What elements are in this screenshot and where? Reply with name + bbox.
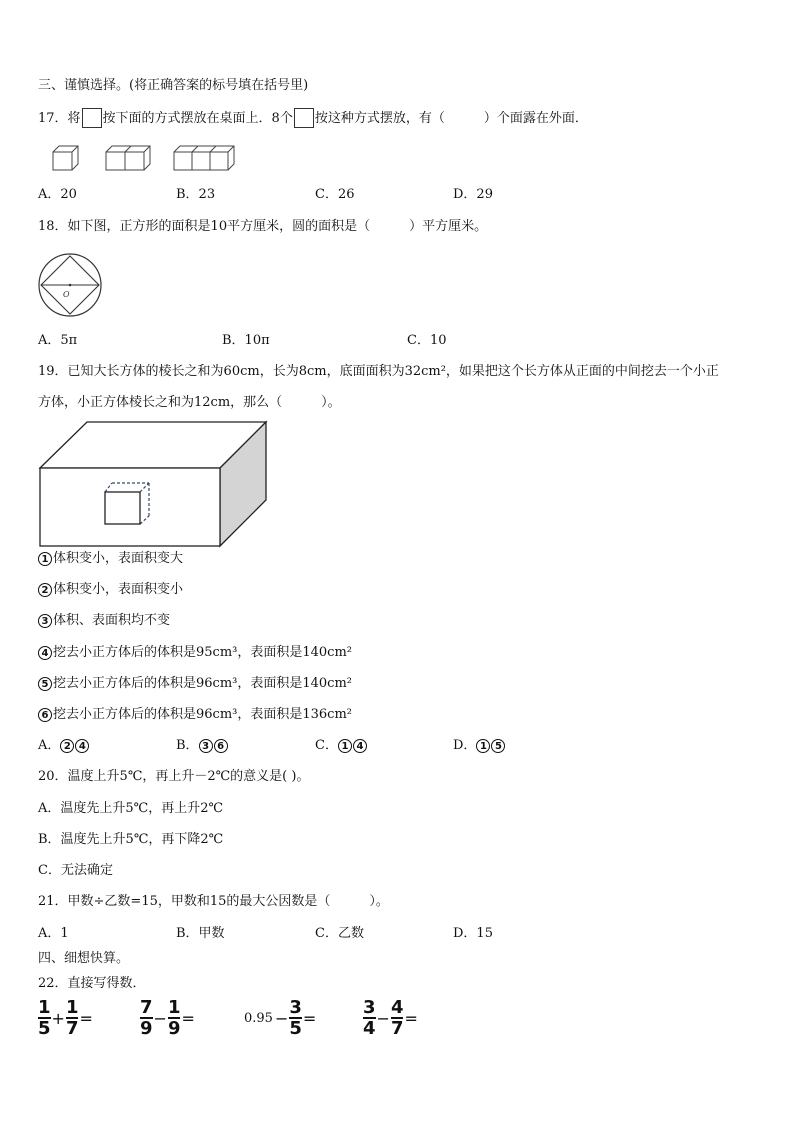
q21-option-b[interactable]: B．甲数 bbox=[176, 926, 225, 941]
q19-statement-6: 6 挖去小正方体后的体积是96cm³，表面积是136cm² bbox=[38, 706, 352, 724]
q19-option-d[interactable]: D． 1 5 bbox=[453, 737, 506, 755]
q19-statement-2: 2 体积变小，表面积变小 bbox=[38, 581, 183, 599]
fraction: $\frac{1}{7}$ bbox=[65, 997, 79, 1039]
fraction: $\frac{4}{7}$ bbox=[390, 997, 404, 1039]
center-label: O bbox=[63, 290, 70, 299]
two-cube-figure bbox=[106, 146, 150, 170]
fraction: $\frac{1}{5}$ bbox=[38, 997, 51, 1039]
question-22: 22．直接写得数． bbox=[38, 976, 146, 991]
fraction: $\frac{3}{4}$ bbox=[363, 997, 376, 1039]
q19-statement-1: 1 体积变小，表面积变大 bbox=[38, 550, 183, 568]
question-20: 20．温度上升5℃，再上升－2℃的意义是( )。 bbox=[38, 769, 310, 784]
q22-expression-2: $\frac{7}{9}$ − $\frac{1}{9}$ = bbox=[140, 997, 195, 1039]
q17-text-part3: 按这种方式摆放，有（ ）个面露在外面． bbox=[314, 111, 588, 126]
question-19-line1: 19．已知大长方体的棱长之和为60cm，长为8cm，底面面积为32cm²，如果把这个长方体从正面的中间挖去一个小正 bbox=[38, 364, 719, 379]
q20-option-c[interactable]: C．无法确定 bbox=[38, 863, 113, 878]
three-cube-figure bbox=[174, 146, 234, 170]
section-3-title: 三、谨慎选择。(将正确答案的标号填在括号里) bbox=[38, 78, 309, 93]
q21-option-c[interactable]: C．乙数 bbox=[315, 926, 364, 941]
q17-option-c[interactable]: C．26 bbox=[315, 187, 355, 202]
q17-option-b[interactable]: B．23 bbox=[176, 187, 216, 202]
q19-statement-4: 4 挖去小正方体后的体积是95cm³，表面积是140cm² bbox=[38, 644, 352, 662]
cube-icon bbox=[82, 108, 102, 128]
q17-text-part1: 17．将 bbox=[38, 111, 81, 126]
q20-option-b[interactable]: B．温度先上升5℃，再下降2℃ bbox=[38, 832, 224, 847]
question-18: 18．如下图，正方形的面积是10平方厘米，圆的面积是（ ）平方厘米。 bbox=[38, 219, 488, 234]
question-21: 21．甲数÷乙数=15，甲数和15的最大公因数是（ ）。 bbox=[38, 894, 389, 909]
q18-option-c[interactable]: C．10 bbox=[407, 333, 447, 348]
cuboid-figure bbox=[40, 420, 268, 547]
q21-option-a[interactable]: A．1 bbox=[38, 926, 69, 941]
question-17 bbox=[38, 108, 588, 128]
q19-option-b[interactable]: B． 3 6 bbox=[176, 737, 229, 755]
q18-option-a[interactable]: A．5π bbox=[38, 333, 78, 348]
q17-option-d[interactable]: D．29 bbox=[453, 187, 493, 202]
one-cube-figure bbox=[53, 146, 78, 170]
q22-expression-4: $\frac{3}{4}$ − $\frac{4}{7}$ = bbox=[363, 997, 418, 1039]
q17-cube-arrangements bbox=[50, 143, 250, 173]
q19-statement-5: 5 挖去小正方体后的体积是96cm³，表面积是140cm² bbox=[38, 675, 352, 693]
question-19-line2: 方体，小正方体棱长之和为12cm，那么（ ）。 bbox=[38, 395, 341, 410]
q19-option-a[interactable]: A． 2 4 bbox=[38, 737, 90, 755]
fraction: $\frac{3}{5}$ bbox=[289, 997, 302, 1039]
q22-expression-1: $\frac{1}{5}$ + $\frac{1}{7}$ = bbox=[38, 997, 93, 1039]
q19-statement-3: 3 体积、表面积均不变 bbox=[38, 612, 170, 630]
q20-option-a[interactable]: A．温度先上升5℃，再上升2℃ bbox=[38, 801, 224, 816]
circle-square-figure bbox=[36, 253, 104, 319]
q18-option-b[interactable]: B．10π bbox=[222, 333, 270, 348]
section-4-title: 四、细想快算。 bbox=[38, 951, 130, 966]
fraction: $\frac{1}{9}$ bbox=[167, 997, 181, 1039]
q22-expression-3: 0.95 − $\frac{3}{5}$ = bbox=[244, 997, 317, 1039]
q17-text-part2: 按下面的方式摆放在桌面上．8个 bbox=[102, 111, 293, 126]
q21-option-d[interactable]: D．15 bbox=[453, 926, 493, 941]
fraction: $\frac{7}{9}$ bbox=[140, 997, 153, 1039]
q19-option-c[interactable]: C． 1 4 bbox=[315, 737, 368, 755]
q17-option-a[interactable]: A．20 bbox=[38, 187, 77, 202]
cube-icon bbox=[294, 108, 314, 128]
